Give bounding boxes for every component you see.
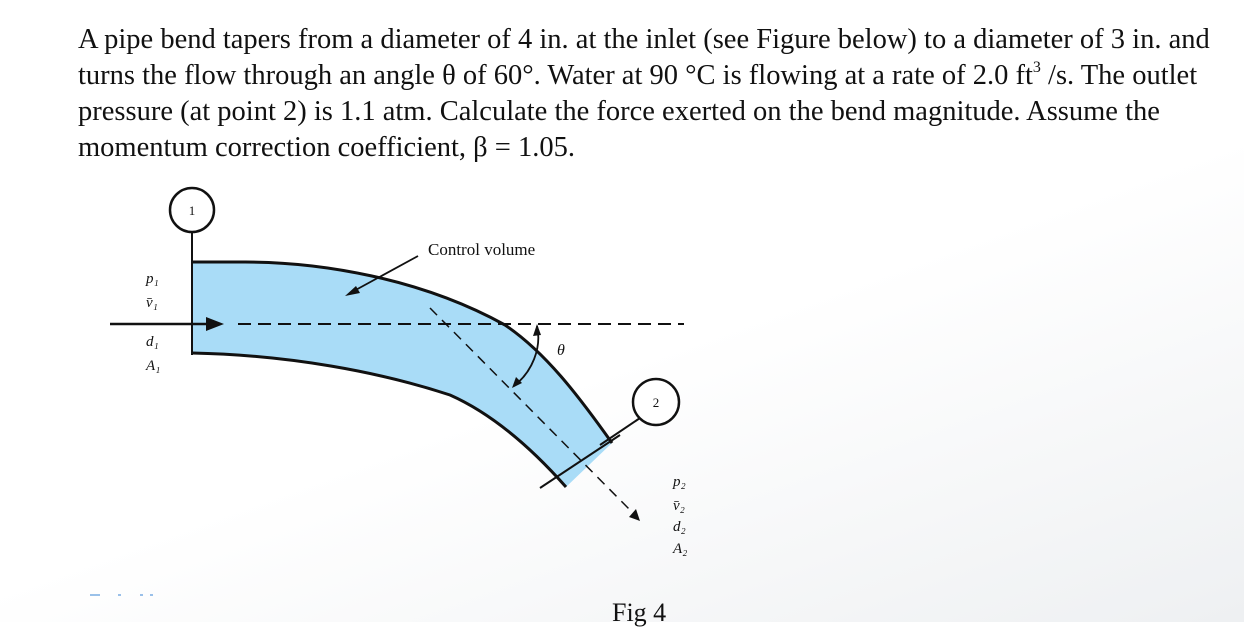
inlet-diameter-label: d₁: [146, 334, 159, 350]
station-2-leader: [600, 418, 640, 445]
outlet-flow-arrowhead: [629, 509, 640, 521]
station-2-label: 2: [652, 395, 660, 410]
outlet-centerline: [430, 308, 632, 512]
control-volume-label: Control volume: [428, 240, 536, 259]
outlet-diameter-label: d₂: [673, 519, 686, 535]
theta-arrowhead-top: [533, 324, 541, 336]
inlet-pressure-label: p₁: [146, 271, 159, 287]
outlet-pressure-label: p₂: [673, 474, 686, 490]
station-1-label: 1: [188, 203, 196, 218]
problem-text-part1: A pipe bend tapers from a diameter of 4 in. at the inlet (see Figure below) to a diameter of 3 in. and turns the flow through an angle θ of 60°. Water at 90 °C is flowing at a rate of 2.0 ft: [78, 24, 1210, 91]
inlet-velocity-label: v̄₁: [146, 295, 158, 311]
pipe-bend-fluid: [192, 262, 612, 487]
cubic-exponent: 3: [1032, 58, 1041, 76]
inlet-area-label: A₁: [146, 358, 161, 374]
outlet-velocity-label: v̄₂: [673, 498, 685, 514]
theta-label: θ: [557, 342, 565, 359]
problem-text-part2: /s. The outlet pressure (at point 2) is 1.1 atm. Calculate the force exerted on the bend magnitude. Assume the momentum correction coefficient, β = 1.05.: [78, 60, 1198, 163]
figure-caption: Fig 4: [612, 598, 667, 627]
outlet-area-label: A₂: [673, 541, 688, 557]
